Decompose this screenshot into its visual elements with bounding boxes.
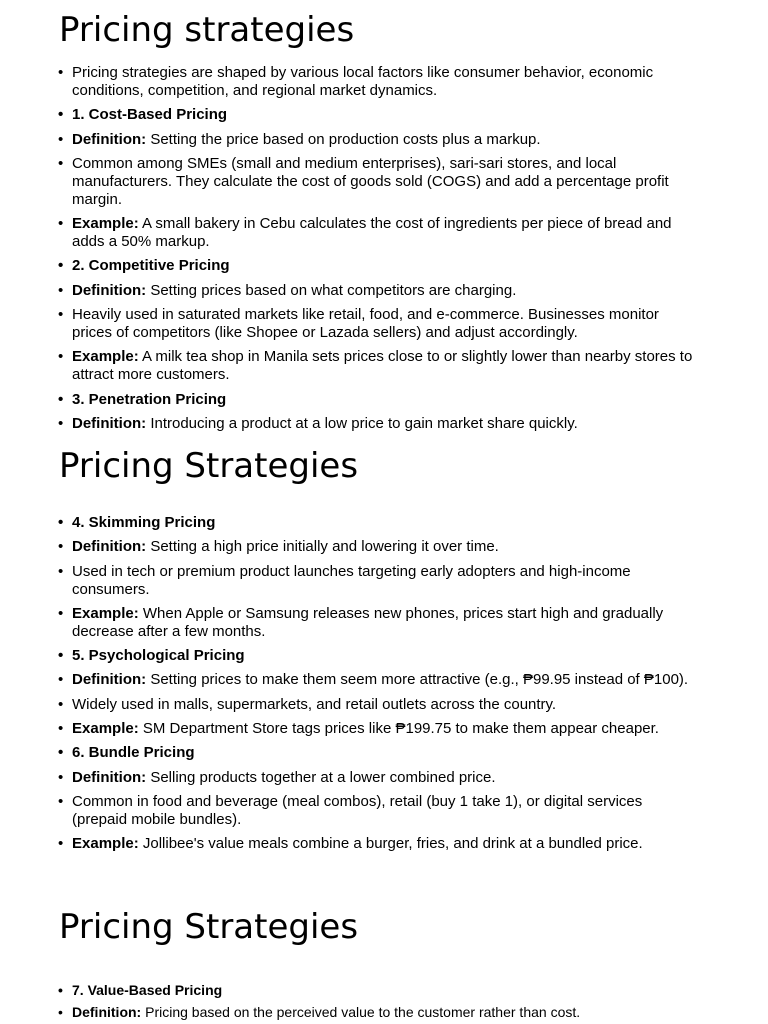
term-label: Definition: [72, 281, 147, 299]
bullet-text: Common in food and beverage (meal combos), retail (buy 1 take 1), or digital services (prepaid mobile bundles). [72, 792, 643, 828]
slide-2 [0, 433, 768, 863]
strategy-heading: 6. Bundle Pricing [72, 744, 195, 762]
bullet-item [0, 769, 700, 787]
bullet-text: Pricing strategies are shaped by various local factors like consumer behavior, economic conditions, competition, and regional market dynamics. [72, 64, 654, 99]
bullet-text: Pricing based on the perceived value to the customer rather than cost. [141, 1004, 581, 1020]
term-label: Example: [72, 604, 139, 622]
bullet-item [0, 671, 700, 689]
term-label: Definition: [72, 768, 147, 786]
slide-title: Pricing Strategies [59, 907, 359, 947]
term-label: Definition: [72, 671, 147, 689]
bullet-text: Setting a high price initially and lowering it over time. [146, 538, 499, 556]
term-label: Example: [72, 720, 139, 738]
bullet-item [0, 720, 700, 738]
bullet-item [0, 415, 700, 433]
bullet-item [0, 348, 700, 384]
bullet-text: When Apple or Samsung releases new phones, prices start high and gradually decrease after a few months. [72, 604, 664, 640]
bullet-item [0, 131, 700, 149]
term-label: Example: [72, 215, 139, 233]
term-label: Definition: [72, 414, 147, 432]
strategy-heading: 1. Cost-Based Pricing [72, 106, 228, 124]
bullet-item [0, 155, 700, 209]
bullet-text: Selling products together at a lower combined price. [146, 768, 496, 786]
strategy-heading: 7. Value-Based Pricing [72, 982, 223, 998]
bullet-heading [0, 647, 700, 665]
bullet-item [0, 64, 700, 100]
bullet-item [0, 793, 700, 829]
bullet-heading [0, 744, 700, 762]
term-label: Definition: [72, 130, 147, 148]
bullet-item [0, 835, 700, 853]
slide-title: Pricing Strategies [59, 446, 359, 486]
bullet-heading [0, 106, 700, 124]
bullet-item [0, 696, 700, 714]
bullet-text: Widely used in malls, supermarkets, and retail outlets across the country. [72, 695, 557, 713]
bullet-text: Used in tech or premium product launches targeting early adopters and high-income consumers. [72, 562, 631, 598]
bullet-item [0, 215, 700, 251]
bullet-item [0, 563, 700, 599]
bullet-heading [0, 514, 700, 532]
slide-title: Pricing strategies [59, 10, 355, 50]
strategy-heading: 2. Competitive Pricing [72, 257, 230, 275]
bullet-text: Common among SMEs (small and medium enterprises), sari-sari stores, and local manufacturers. They calculate the cost of goods sold (COGS) and add a percentage profit margin. [72, 154, 669, 208]
bullet-text: A small bakery in Cebu calculates the cost of ingredients per piece of bread and adds a 50% markup. [72, 215, 672, 251]
term-label: Definition: [72, 1004, 142, 1020]
bullet-text: Setting the price based on production costs plus a markup. [146, 130, 541, 148]
bullet-text: A milk tea shop in Manila sets prices close to or slightly lower than nearby stores to attract more customers. [72, 348, 693, 384]
strategy-heading: 5. Psychological Pricing [72, 647, 245, 665]
strategy-heading: 4. Skimming Pricing [72, 514, 216, 531]
bullet-text: Introducing a product at a low price to gain market share quickly. [146, 414, 578, 432]
term-label: Example: [72, 348, 139, 366]
bullet-heading [0, 982, 700, 999]
strategy-heading: 3. Penetration Pricing [72, 390, 227, 408]
bullet-item [0, 1004, 700, 1021]
bullet-item [0, 538, 700, 556]
bullet-item [0, 306, 700, 342]
bullet-text: Setting prices based on what competitors are charging. [146, 281, 517, 299]
bullet-list [0, 64, 700, 433]
bullet-list [0, 982, 700, 1024]
bullet-text: SM Department Store tags prices like ₱199.75 to make them appear cheaper. [138, 720, 659, 738]
bullet-item [0, 282, 700, 300]
bullet-heading [0, 257, 700, 275]
bullet-text: Setting prices to make them seem more attractive (e.g., ₱99.95 instead of ₱100). [146, 671, 689, 689]
bullet-list [0, 514, 700, 860]
bullet-text: Heavily used in saturated markets like retail, food, and e-commerce. Businesses monitor prices of competitors (like Shopee or Lazada sellers) and adjust accordingly. [72, 306, 659, 342]
term-label: Definition: [72, 538, 147, 556]
term-label: Example: [72, 835, 139, 853]
bullet-heading [0, 391, 700, 409]
slide-3 [0, 863, 768, 1024]
bullet-text: Jollibee's value meals combine a burger, fries, and drink at a bundled price. [138, 835, 643, 853]
slide-1 [0, 0, 768, 433]
bullet-item [0, 605, 700, 641]
